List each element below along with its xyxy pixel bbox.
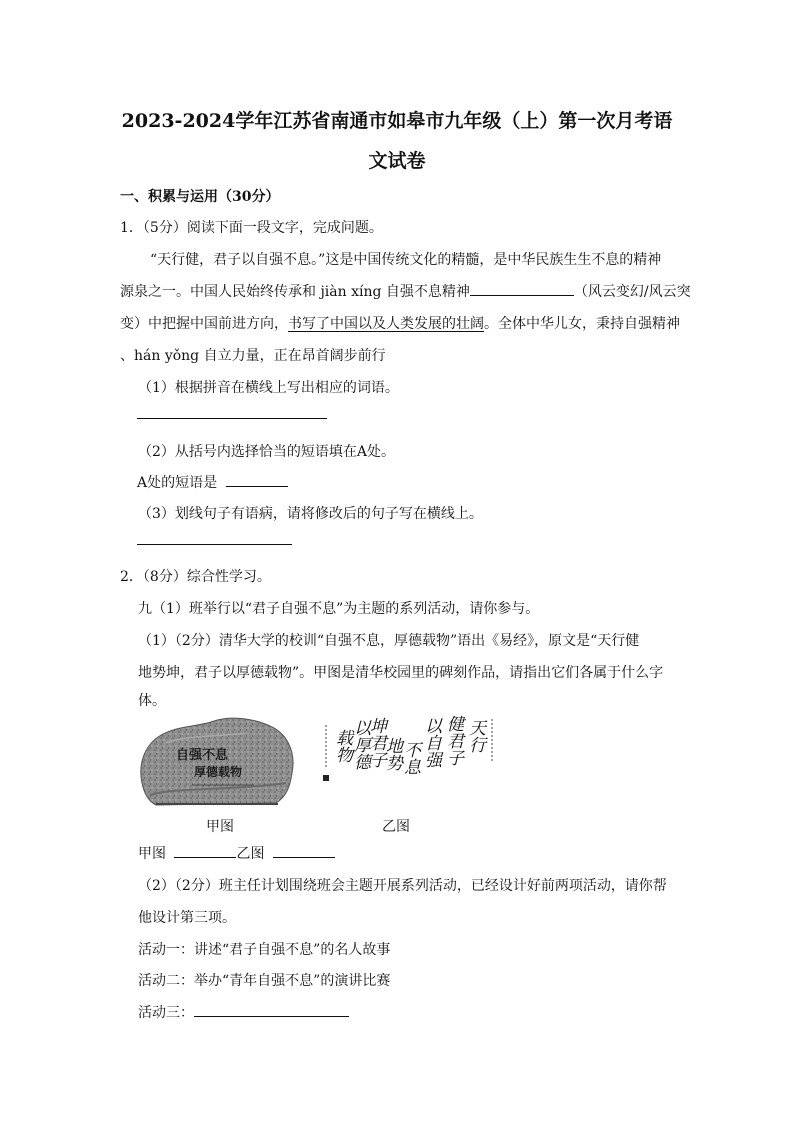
activity-2: 活动二：举办“青年自强不息”的演讲比赛 <box>138 973 391 989</box>
q1-sub2-answer-label: A处的短语是 <box>137 475 218 491</box>
q1-passage-line4: 、hán yǒng 自立力量，正在昂首阔步前行 <box>120 348 386 364</box>
calligraphy-col-6: 坤君子 <box>366 717 386 768</box>
q1-sub3: （3）划线句子有语病，请将修改后的句子写在横线上。 <box>138 506 483 522</box>
q1-passage-line3 <box>120 313 680 333</box>
underlined-sentence: 书写了中国以及人类发展的壮阔 <box>288 316 484 332</box>
q1-passage-line2-a: 源泉之一。中国人民始终传承和 jiàn xíng 自强不息精神 <box>120 284 470 300</box>
calligraphy-image <box>320 713 500 813</box>
q2-sub2-line2: 他设计第三项。 <box>138 910 236 926</box>
blank-a[interactable] <box>470 281 574 296</box>
calligraphy-col-1: 天行 <box>465 719 485 753</box>
activity-3-label: 活动三： <box>138 1005 194 1021</box>
activity-1: 活动一：讲述“君子自强不息”的名人故事 <box>138 942 391 958</box>
q2-stem: 2．（8分）综合性学习。 <box>120 569 271 585</box>
q1-passage-line2-b: （风云变幻/风云突 <box>573 284 691 300</box>
calligraphy-col-3: 以自强 <box>421 717 441 768</box>
answer-jia-label: 甲图 <box>138 846 166 862</box>
q1-passage-line2 <box>120 281 691 301</box>
exam-title-line1: 2023-2024学年江苏省南通市如皋市九年级（上）第一次月考语 <box>121 110 673 132</box>
q1-sub2-answer-row <box>137 472 288 492</box>
exam-title-line2: 文试卷 <box>368 150 426 172</box>
caption-jia: 甲图 <box>206 819 234 835</box>
calligraphy-col-4: 不息 <box>400 741 420 775</box>
calligraphy-col-2: 健君子 <box>443 715 463 766</box>
section-heading: 一、积累与运用（30分） <box>120 189 280 205</box>
calligraphy-col-5: 地势 <box>382 737 402 771</box>
calligraphy-col-7: 以厚德 <box>350 719 370 770</box>
q1-stem: 1．（5分）阅读下面一段文字，完成问题。 <box>120 220 383 236</box>
q2-sub1-answer-row <box>138 843 335 863</box>
q1-passage-line3-b: 。全体中华儿女，秉持自强精神 <box>484 316 680 332</box>
stone-carving-text-2: 厚德载物 <box>194 765 243 779</box>
answer-yi-label: 乙图 <box>236 846 265 862</box>
answer-blank-yi[interactable] <box>273 843 335 858</box>
stone-carving-image <box>136 713 298 809</box>
answer-line-sub1[interactable] <box>137 418 327 419</box>
activity-3-row <box>138 1002 349 1022</box>
calligraphy-picture <box>320 713 500 813</box>
stone-carving-text-1: 自强不息 <box>176 748 229 763</box>
q2-sub1-line2: 地势坤，君子以厚德载物”。甲图是清华校园里的碑刻作品，请指出它们各属于什么字 <box>138 665 664 681</box>
q2-sub1-line1: （1）（2分）清华大学的校训“自强不息，厚德载物”语出《易经》，原文是“天行健 <box>138 633 640 649</box>
answer-blank-jia[interactable] <box>174 843 236 858</box>
q1-passage-line3-a: 变）中把握中国前进方向， <box>120 316 288 332</box>
caption-yi: 乙图 <box>382 819 410 835</box>
answer-blank-sub2[interactable] <box>226 472 288 487</box>
answer-line-sub3[interactable] <box>137 544 292 545</box>
q1-passage-line1: “天行健，君子以自强不息。”这是中国传统文化的精髓，是中华民族生生不息的精神 <box>150 252 662 268</box>
q1-sub1: （1）根据拼音在横线上写出相应的词语。 <box>138 380 399 396</box>
q2-sub2-line1: （2）（2分）班主任计划围绕班会主题开展系列活动，已经设计好前两项活动，请你帮 <box>138 878 667 894</box>
calligraphy-col-8: 载物 <box>332 729 352 763</box>
q1-sub2: （2）从括号内选择恰当的短语填在A处。 <box>138 444 396 460</box>
q2-sub1-line3: 体。 <box>138 693 166 709</box>
q2-intro: 九（1）班举行以“君子自强不息”为主题的系列活动，请你参与。 <box>138 601 540 617</box>
stone-carving-picture <box>136 713 298 809</box>
answer-blank-activity-3[interactable] <box>194 1002 349 1017</box>
